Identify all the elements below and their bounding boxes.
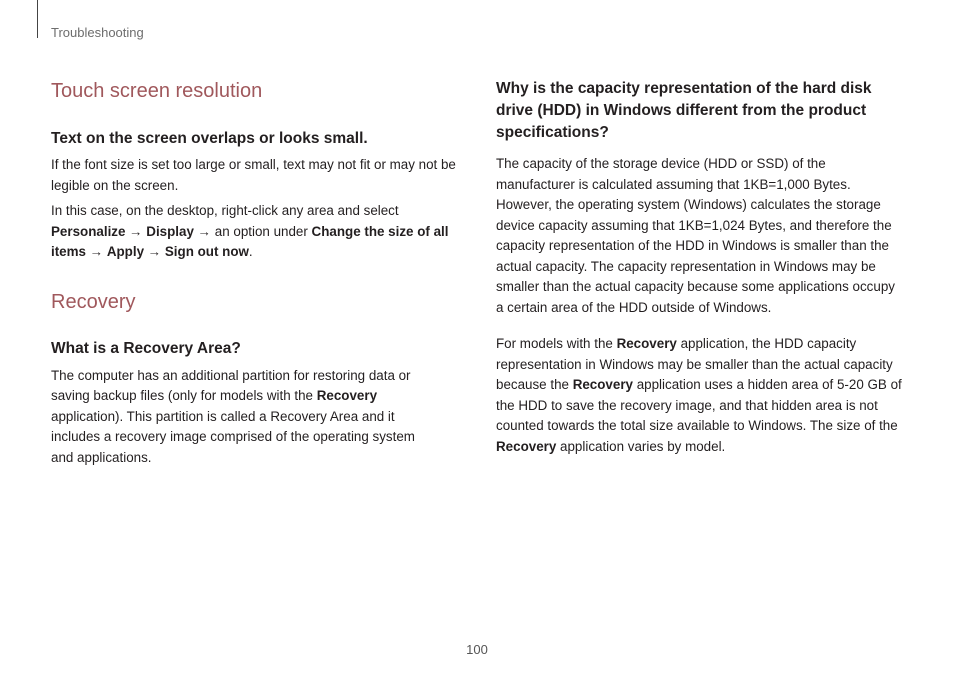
running-header: Troubleshooting bbox=[51, 25, 144, 40]
text-run: For models with the bbox=[496, 336, 617, 351]
menu-path-apply: Apply bbox=[106, 244, 145, 259]
question-title-hdd-capacity: Why is the capacity representation of the hard disk drive (HDD) in Windows different from the product specifications? bbox=[496, 80, 872, 141]
text-run: The computer has an additional partition for restoring data or saving backup files (only for models with the bbox=[51, 367, 411, 403]
margin-rule bbox=[37, 0, 38, 38]
menu-path-display: Display bbox=[146, 223, 194, 239]
text-run: application varies by model. bbox=[556, 438, 726, 454]
text-run: In this case, on the desktop, right-click any area and select bbox=[51, 203, 399, 218]
text-run: → bbox=[144, 244, 165, 259]
subsection-title-recovery-area: What is a Recovery Area? bbox=[51, 339, 241, 357]
app-name-recovery: Recovery bbox=[572, 377, 633, 392]
app-name-recovery: Recovery bbox=[496, 438, 557, 454]
app-name-recovery: Recovery bbox=[616, 336, 677, 351]
text-run: . bbox=[248, 244, 253, 259]
text-run: → bbox=[125, 223, 147, 239]
left-column bbox=[51, 78, 459, 468]
menu-path-change-size: Change the size of all items bbox=[51, 223, 449, 259]
paragraph-capacity-calc: The capacity of the storage device (HDD or SSD) of the manufacturer is calculated assuming that 1KB=1,000 Bytes. However, the operating system (Windows) calculates the storage device capacity assuming that 1KB=1,024 Bytes, and therefore the capacity representation of the HDD in Windows is smaller than the actual capacity. The capacity representation in Windows may be smaller than the actual capacity because some applications occupy a certain area of the HDD outside of Windows. bbox=[496, 156, 895, 315]
section-title-recovery: Recovery bbox=[51, 290, 136, 313]
subsection-title-text-overlap: Text on the screen overlaps or looks small. bbox=[51, 130, 368, 147]
paragraph-instructions bbox=[51, 201, 459, 263]
text-run: → an option under bbox=[193, 223, 312, 239]
text-run: application uses a hidden area of 5-20 GB of the HDD to save the recovery image, and that hidden area is not counted towards the total size available to Windows. The size of the bbox=[496, 377, 902, 433]
text-run: → bbox=[85, 244, 107, 259]
paragraph-recovery-hidden-area bbox=[496, 334, 904, 457]
section-title-touch-screen: Touch screen resolution bbox=[51, 80, 263, 102]
page-number: 100 bbox=[466, 642, 488, 657]
app-name-recovery: Recovery bbox=[316, 388, 378, 403]
menu-path-sign-out: Sign out now bbox=[164, 244, 249, 259]
paragraph-font-size: If the font size is set too large or small, text may not fit or may not be legible on the screen. bbox=[51, 157, 456, 193]
text-run: application). This partition is called a Recovery Area and it includes a recovery image comprised of the operating system and applications. bbox=[51, 408, 415, 465]
paragraph-recovery-area bbox=[51, 366, 421, 469]
text-run: application, the HDD capacity representation in Windows may be smaller than the actual capacity because the bbox=[496, 336, 893, 392]
right-column bbox=[496, 78, 904, 457]
menu-path-personalize: Personalize bbox=[51, 223, 126, 239]
